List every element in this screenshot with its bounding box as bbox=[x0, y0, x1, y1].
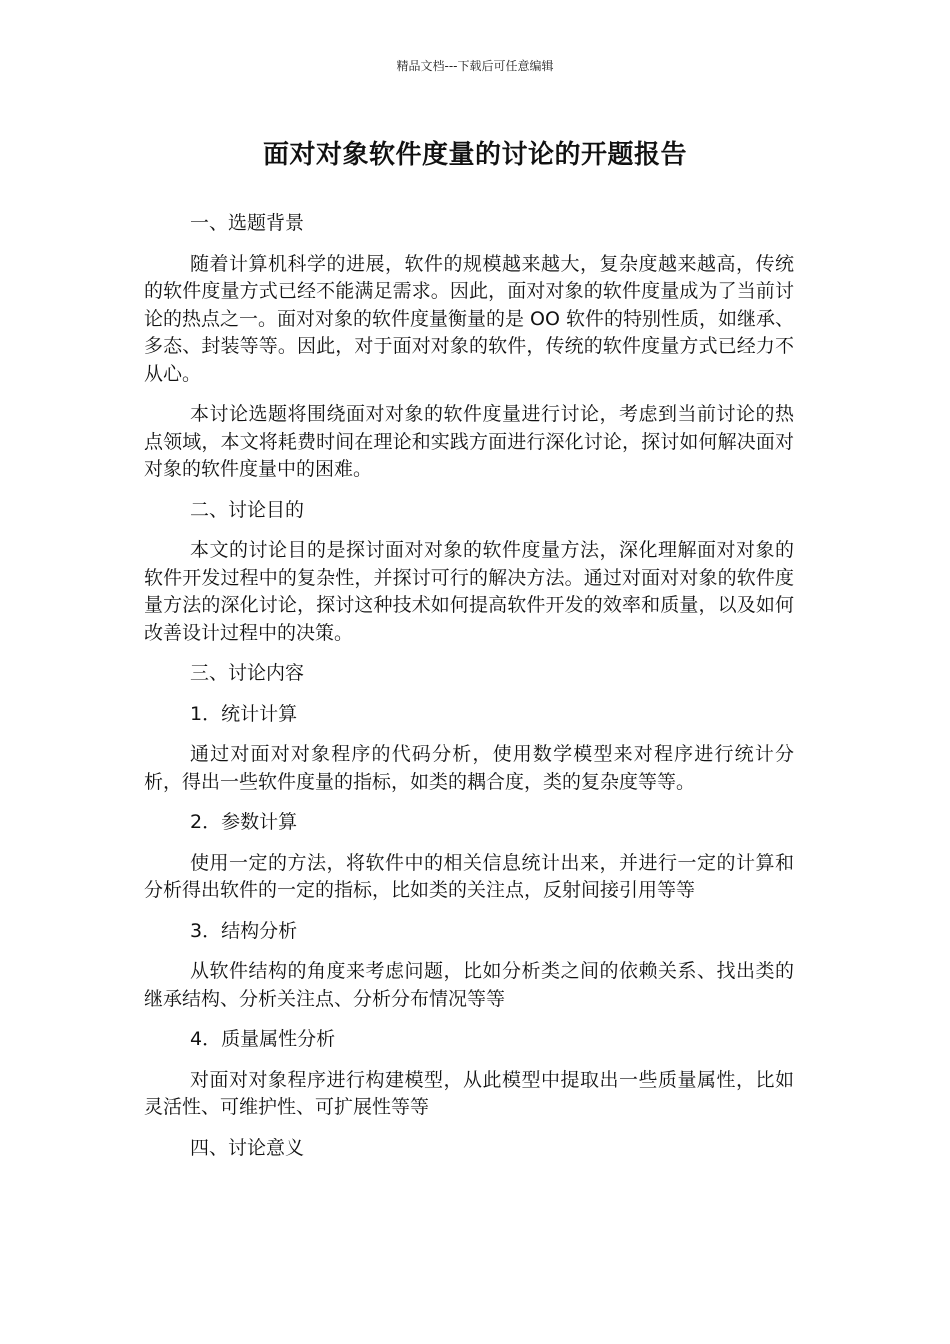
paragraph-background-2: 本讨论选题将围绕面对对象的软件度量进行讨论，考虑到当前讨论的热点领域，本文将耗费时间在理论和实践方面进行深化讨论，探讨如何解决面对对象的软件度量中的困难。 bbox=[144, 403, 794, 480]
paragraph-statistics: 通过对面对对象程序的代码分析，使用数学模型来对程序进行统计分析，得出一些软件度量的指标，如类的耦合度，类的复杂度等等。 bbox=[144, 743, 794, 793]
page-header: 精品文档---下载后可任意编辑 bbox=[396, 59, 554, 73]
section-heading-purpose: 二、讨论目的 bbox=[190, 498, 305, 521]
section-heading-significance: 四、讨论意义 bbox=[190, 1136, 305, 1159]
paragraph-background-1: 随着计算机科学的进展，软件的规模越来越大，复杂度越来越高，传统的软件度量方式已经不能满足需求。因此，面对对象的软件度量成为了当前讨论的热点之一。面对对象的软件度量衡量的是 OO 软件的特别性质，如继承、多态、封装等等。因此，对于面对对象的软件，传统的软件度量方式已经力不从心。 bbox=[144, 252, 794, 385]
document-title: 面对对象软件度量的讨论的开题报告 bbox=[262, 140, 687, 170]
section-heading-content: 三、讨论内容 bbox=[190, 662, 305, 684]
paragraph-purpose: 本文的讨论目的是探讨面对对象的软件度量方法，深化理解面对对象的软件开发过程中的复杂性，并探讨可行的解决方法。通过对面对对象的软件度量方法的深化讨论，探讨这种技术如何提高软件开发的效率和质量，以及如何改善设计过程中的决策。 bbox=[144, 539, 794, 644]
paragraph-quality: 对面对对象程序进行构建模型，从此模型中提取出一些质量属性，比如灵活性、可维护性、可扩展性等等 bbox=[144, 1068, 794, 1118]
subheading-structure: 3．结构分析 bbox=[190, 919, 298, 942]
subheading-parameters: 2．参数计算 bbox=[190, 811, 298, 833]
paragraph-structure: 从软件结构的角度来考虑问题，比如分析类之间的依赖关系、找出类的继承结构、分析关注点、分析分布情况等等 bbox=[144, 960, 794, 1010]
subheading-quality: 4．质量属性分析 bbox=[190, 1028, 336, 1050]
document-body bbox=[144, 210, 794, 1175]
subheading-statistics: 1．统计计算 bbox=[190, 702, 298, 725]
section-heading-background: 一、选题背景 bbox=[190, 212, 305, 234]
paragraph-parameters: 使用一定的方法，将软件中的相关信息统计出来，并进行一定的计算和分析得出软件的一定的指标，比如类的关注点，反射间接引用等等 bbox=[144, 851, 794, 901]
